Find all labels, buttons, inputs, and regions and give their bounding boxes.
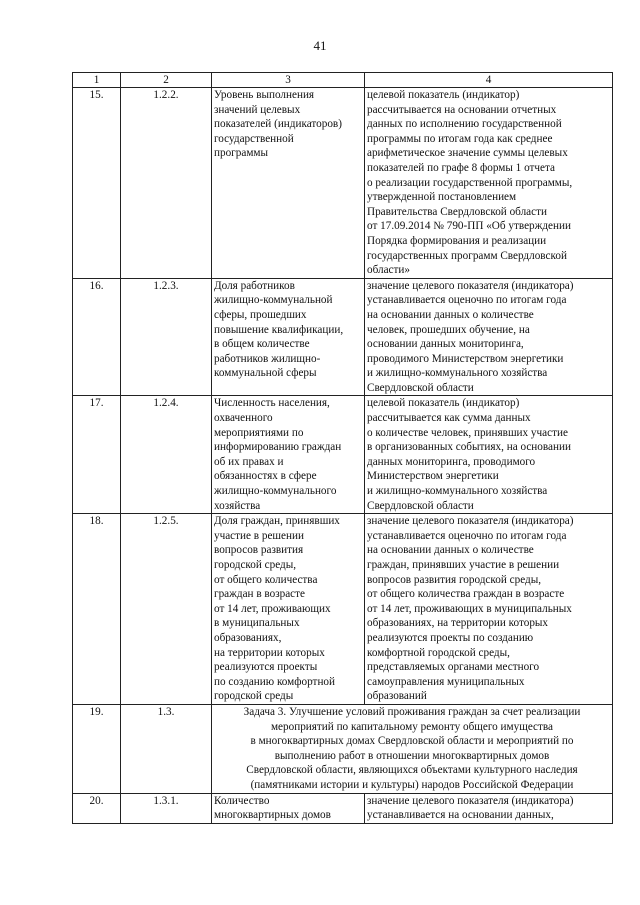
row-number: 15. bbox=[73, 88, 121, 279]
row-number: 19. bbox=[73, 704, 121, 793]
indicator-code: 1.2.3. bbox=[121, 278, 212, 396]
table-row bbox=[73, 514, 613, 705]
column-header: 4 bbox=[365, 73, 613, 88]
row-number: 20. bbox=[73, 793, 121, 823]
indicator-name: Уровень выполнения значений целевых показателей (индикаторов) государственной программы bbox=[212, 88, 365, 279]
table-row bbox=[73, 88, 613, 279]
indicator-code: 1.3.1. bbox=[121, 793, 212, 823]
column-header: 2 bbox=[121, 73, 212, 88]
indicator-code: 1.2.5. bbox=[121, 514, 212, 705]
indicator-name: Доля работников жилищно-коммунальной сферы, прошедших повышение квалификации, в общем количестве работников жилищно- коммунальной сферы bbox=[212, 278, 365, 396]
indicator-name: Доля граждан, принявших участие в решении вопросов развития городской среды, от общего количества граждан в возрасте от 14 лет, проживающих в муниципальных образованиях, на территории которых реализуются проекты по созданию комфортной городской среды bbox=[212, 514, 365, 705]
indicator-name: Численность населения, охваченного мероприятиями по информированию граждан об их правах и обязанностях в сфере жилищно-коммунального хозяйства bbox=[212, 396, 365, 514]
calculation-method: целевой показатель (индикатор) рассчитывается как сумма данных о количестве человек, принявших участие в организованных событиях, на основании данных мониторинга, проводимого Министерством энергетики и жилищно-коммунального хозяйства Свердловской области bbox=[365, 396, 613, 514]
task-code: 1.3. bbox=[121, 704, 212, 793]
indicator-code: 1.2.4. bbox=[121, 396, 212, 514]
table-header-row bbox=[73, 73, 613, 88]
page-number: 41 bbox=[313, 38, 327, 53]
row-number: 17. bbox=[73, 396, 121, 514]
column-header: 3 bbox=[212, 73, 365, 88]
table-row bbox=[73, 278, 613, 396]
calculation-method: значение целевого показателя (индикатора) устанавливается оценочно по итогам года на основании данных о количестве граждан, принявших участие в решении вопросов развития городской среды, от общего количества граждан в возрасте от 14 лет, проживающих в муниципальных образованиях, на территории которых реализуются проекты по созданию комфортной городской среды, представляемых органами местного самоуправления муниципальных образований bbox=[365, 514, 613, 705]
indicator-name: Количество многоквартирных домов bbox=[212, 793, 365, 823]
calculation-method: значение целевого показателя (индикатора) устанавливается на основании данных, bbox=[365, 793, 613, 823]
task-row bbox=[73, 704, 613, 793]
table-row bbox=[73, 396, 613, 514]
table-row bbox=[73, 793, 613, 823]
indicators-table bbox=[72, 72, 613, 824]
indicator-code: 1.2.2. bbox=[121, 88, 212, 279]
task-description: Задача 3. Улучшение условий проживания граждан за счет реализации мероприятий по капитальному ремонту общего имущества в многоквартирных домах Свердловской области и мероприятий по выполнению работ в отношении многоквартирных домов Свердловской области, являющихся объектами культурного наследия (памятниками истории и культуры) народов Российской Федерации bbox=[212, 704, 613, 793]
row-number: 16. bbox=[73, 278, 121, 396]
calculation-method: значение целевого показателя (индикатора) устанавливается оценочно по итогам года на основании данных о количестве человек, прошедших обучение, на основании данных мониторинга, проводимого Министерством энергетики и жилищно-коммунального хозяйства Свердловской области bbox=[365, 278, 613, 396]
column-header: 1 bbox=[73, 73, 121, 88]
calculation-method: целевой показатель (индикатор) рассчитывается на основании отчетных данных по исполнению государственной программы по итогам года как среднее арифметическое значение суммы целевых показателей по графе 8 формы 1 отчета о реализации государственной программы, утвержденной постановлением Правительства Свердловской области от 17.09.2014 № 790-ПП «Об утверждении Порядка формирования и реализации государственных программ Свердловской области» bbox=[365, 88, 613, 279]
row-number: 18. bbox=[73, 514, 121, 705]
